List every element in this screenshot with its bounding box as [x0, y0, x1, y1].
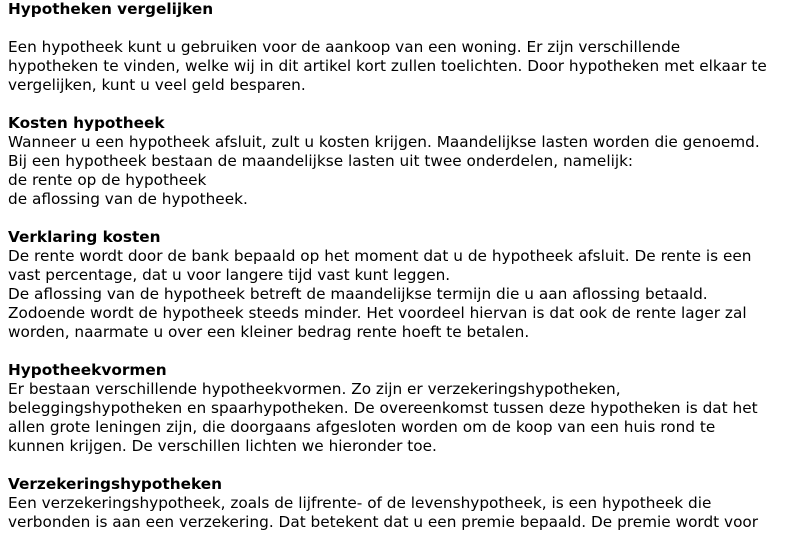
text-line: kunnen krijgen. De verschillen lichten we hieronder toe. [8, 437, 437, 455]
text-line: Een hypotheek kunt u gebruiken voor de aankoop van een woning. Er zijn verschillende [8, 38, 681, 56]
text-line: De rente wordt door de bank bepaald op het moment dat u de hypotheek afsluit. De rente is een [8, 247, 752, 265]
section-heading: Verklaring kosten [8, 228, 161, 246]
section-hypotheekvormen [8, 361, 808, 456]
text-line: De aflossing van de hypotheek betreft de maandelijkse termijn die u aan aflossing betaald. [8, 285, 708, 303]
text-line: de aflossing van de hypotheek. [8, 190, 248, 208]
spacer [8, 209, 808, 228]
text-line: allen grote leningen zijn, die doorgaans afgesloten worden om de koop van een huis rond te [8, 418, 716, 436]
intro-paragraph [8, 38, 808, 95]
text-line: hypotheken te vinden, welke wij in dit artikel kort zullen toelichten. Door hypotheken met elkaar te [8, 57, 767, 75]
section-verzekeringshypotheken [8, 475, 808, 532]
text-line: vergelijken, kunt u veel geld besparen. [8, 76, 306, 94]
text-line: Er bestaan verschillende hypotheekvormen. Zo zijn er verzekeringshypotheken, [8, 380, 621, 398]
spacer [8, 95, 808, 114]
spacer [8, 342, 808, 361]
section-kosten-hypotheek [8, 114, 808, 209]
spacer [8, 19, 808, 38]
article [8, 0, 808, 532]
text-line: vast percentage, dat u voor langere tijd vast kunt leggen. [8, 266, 451, 284]
section-heading: Hypotheekvormen [8, 361, 167, 379]
text-line: Bij een hypotheek bestaan de maandelijkse lasten uit twee onderdelen, namelijk: [8, 152, 634, 170]
section-heading: Kosten hypotheek [8, 114, 165, 132]
page-title: Hypotheken vergelijken [8, 0, 214, 18]
section-heading: Verzekeringshypotheken [8, 475, 222, 493]
text-line: de rente op de hypotheek [8, 171, 207, 189]
text-line: verbonden is aan een verzekering. Dat betekent dat u een premie bepaald. De premie wordt voor [8, 513, 759, 531]
text-line: Wanneer u een hypotheek afsluit, zult u kosten krijgen. Maandelijkse lasten worden die genoemd. [8, 133, 760, 151]
section-verklaring-kosten [8, 228, 808, 342]
spacer [8, 456, 808, 475]
text-line: Een verzekeringshypotheek, zoals de lijfrente- of de levenshypotheek, is een hypotheek die [8, 494, 712, 512]
text-line: beleggingshypotheken en spaarhypotheken. De overeenkomst tussen deze hypotheken is dat het [8, 399, 758, 417]
text-line: Zodoende wordt de hypotheek steeds minder. Het voordeel hiervan is dat ook de rente lager zal [8, 304, 747, 322]
text-line: worden, naarmate u over een kleiner bedrag rente hoeft te betalen. [8, 323, 530, 341]
